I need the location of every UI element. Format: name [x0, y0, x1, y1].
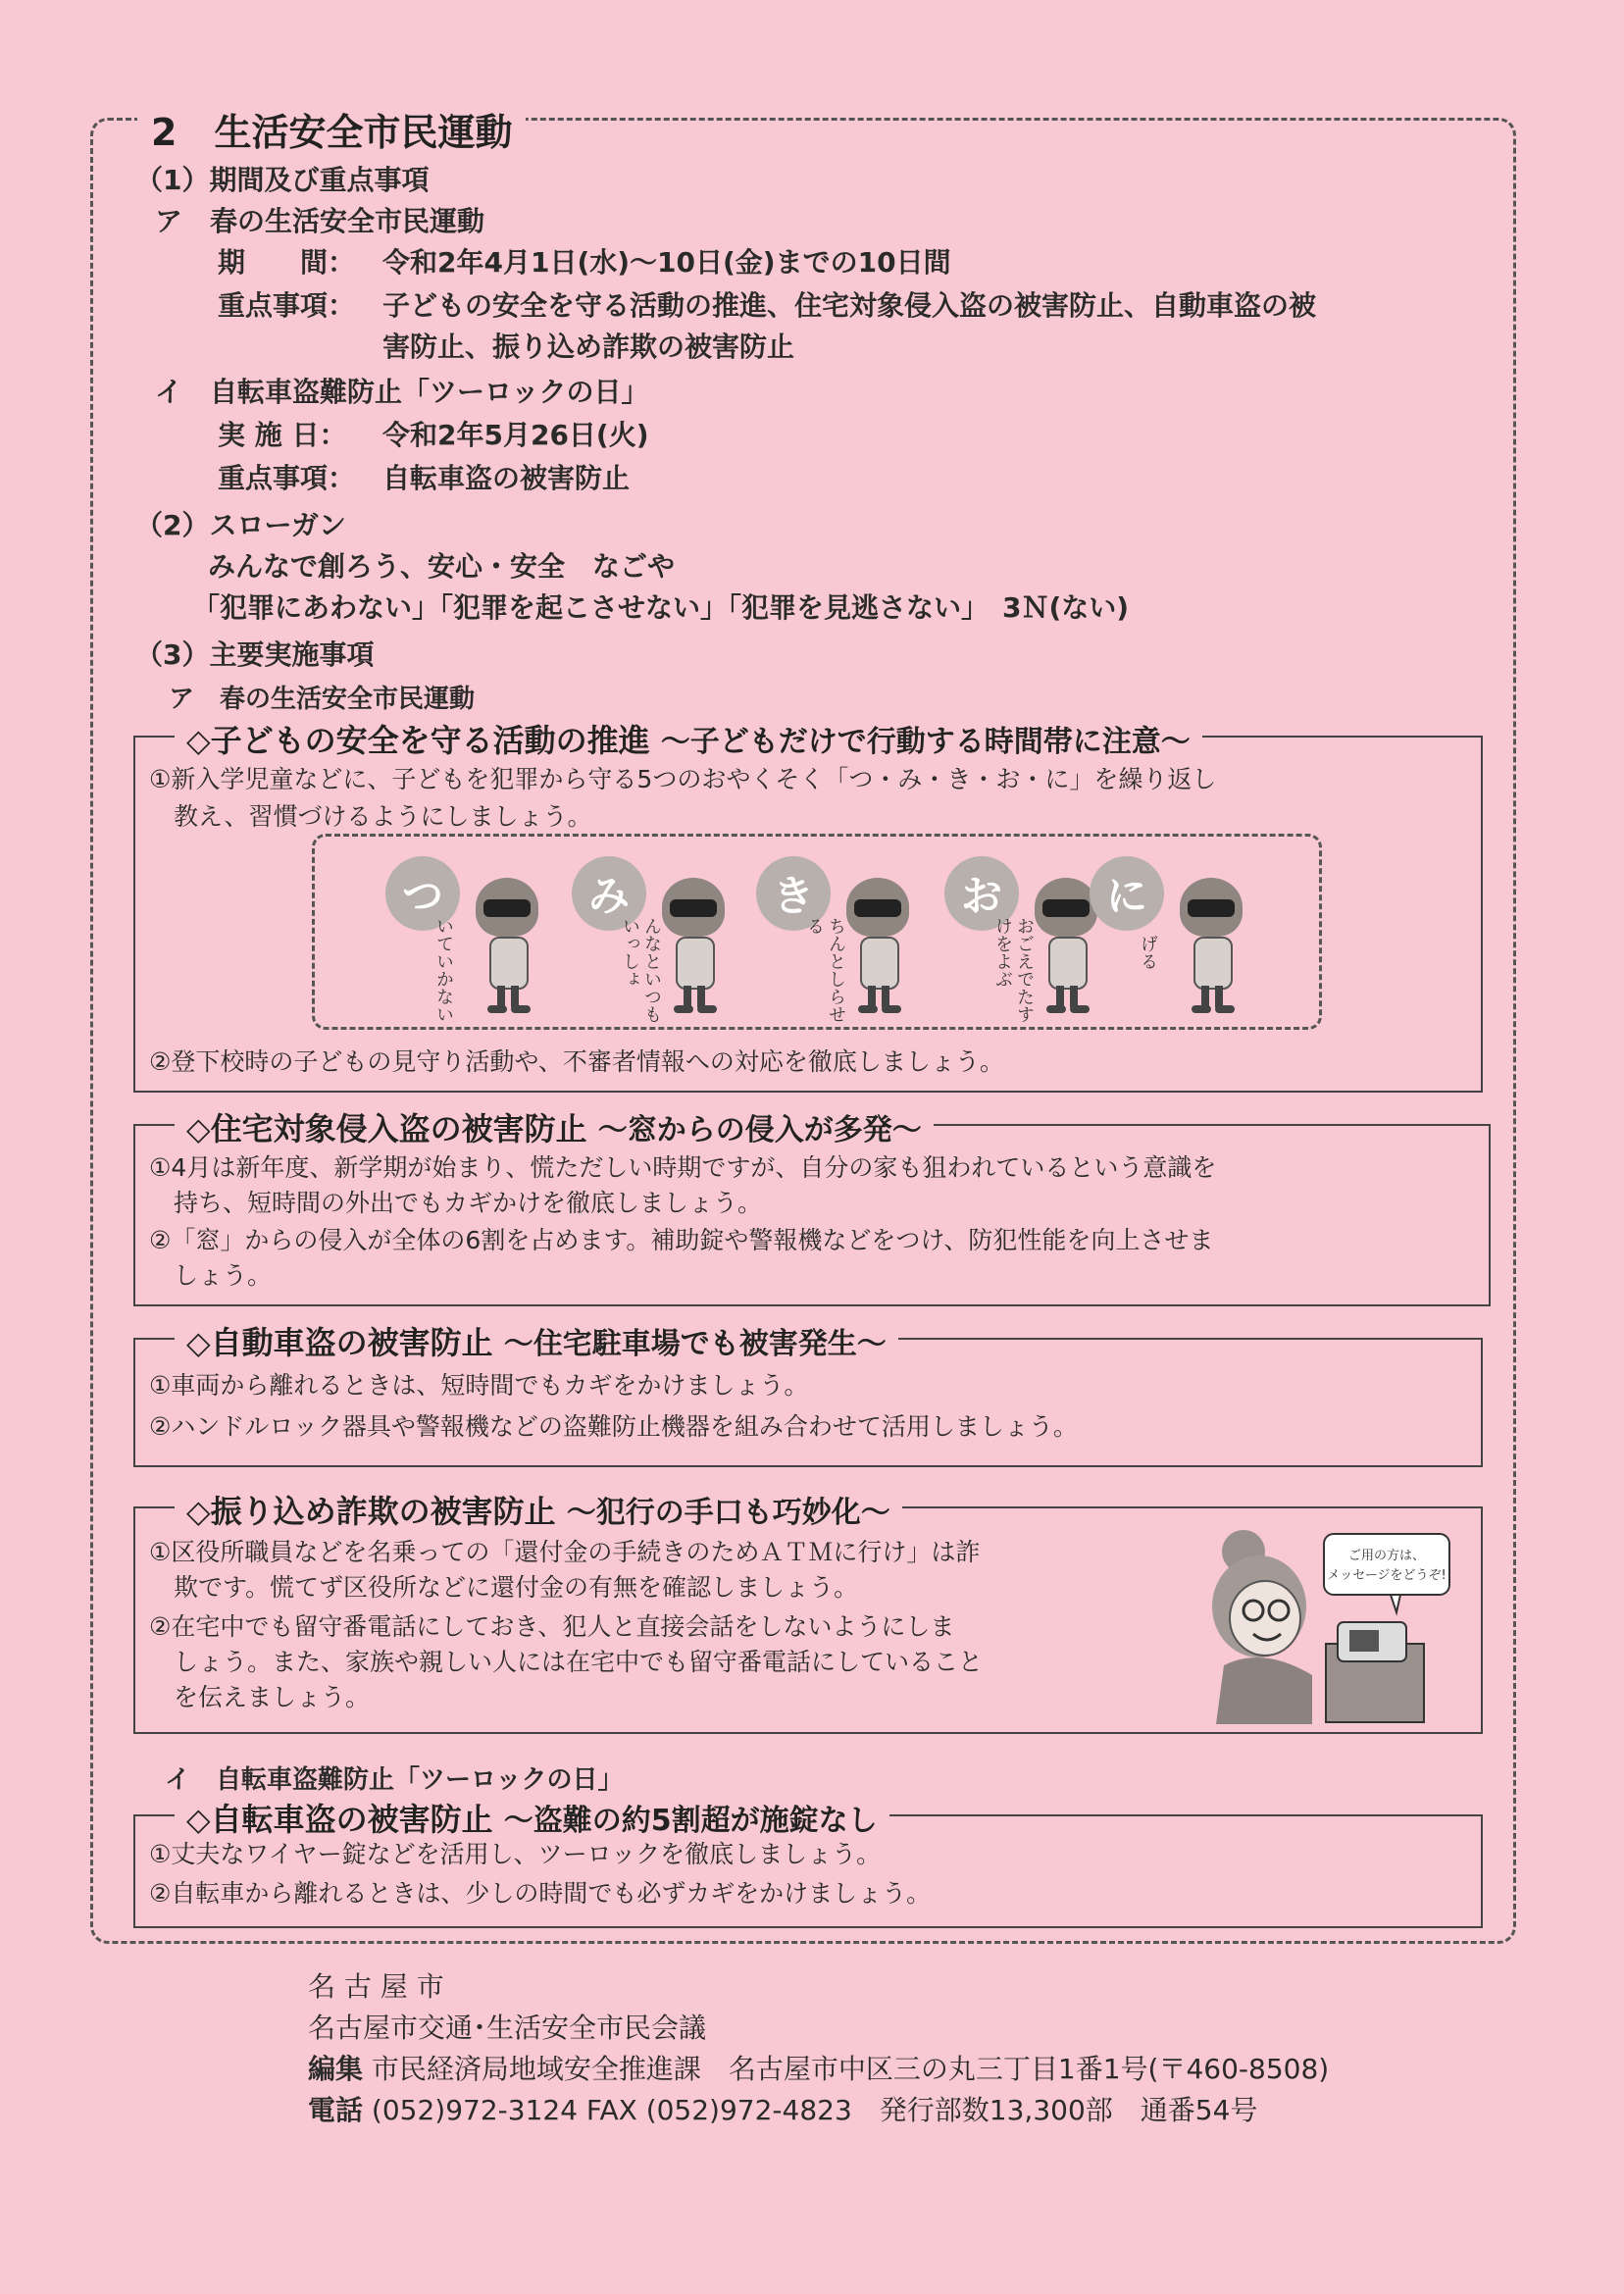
box2-item1b: 持ち、短時間の外出でもカギかけを徹底しましょう。 — [149, 1189, 763, 1217]
box-title-main: ◇自動車盗の被害防止 — [186, 1324, 493, 1361]
s1-b-focus: 自転車盗の被害防止 — [382, 462, 631, 494]
box-title-main: ◇振り込め詐欺の被害防止 — [186, 1493, 556, 1530]
box-title-sub: ～犯行の手口も巧妙化～ — [566, 1496, 890, 1530]
bubble-line2: メッセージをどうぞ! — [1327, 1568, 1446, 1583]
tip-ni: げる — [1138, 935, 1158, 970]
box-fraud — [133, 1493, 1483, 1734]
s1-a-focus-label: 重点事項： — [218, 289, 356, 322]
s2-heading: （2）スローガン — [135, 509, 346, 541]
box-car-theft — [133, 1324, 1483, 1467]
character-ki — [756, 856, 933, 1023]
tip-mi: んなといつもいっしょ — [620, 917, 662, 1023]
tip-ki: ちんとしらせる — [804, 917, 846, 1023]
footer-tel-text: (052)972-3124 FAX (052)972-4823 発行部数13,300部 通番54号 — [371, 2094, 1258, 2126]
box1-item2: ②登下校時の子どもの見守り活動や、不審者情報への対応を徹底しましょう。 — [149, 1047, 1004, 1076]
footer-edit-text: 市民経済局地域安全推進課 名古屋市中区三の丸三丁目1番1号(〒460-8508) — [371, 2053, 1330, 2085]
box5-item1: ①丈夫なワイヤー錠などを活用し、ツーロックを徹底しましょう。 — [149, 1840, 882, 1868]
character-tsu — [385, 856, 562, 1023]
box-title-main: ◇子どもの安全を守る活動の推進 — [186, 722, 650, 759]
balloon-ni: に — [1090, 856, 1164, 931]
character-ni — [1090, 856, 1266, 1023]
box4-item2b: しょう。また、家族や親しい人には在宅中でも留守番電話にしていること — [149, 1648, 984, 1676]
s1-a-title: ア 春の生活安全市民運動 — [155, 205, 485, 237]
footer-city: 名 古 屋 市 — [308, 1970, 444, 2003]
s3-a-title: ア 春の生活安全市民運動 — [169, 685, 476, 714]
balloon-ki: き — [756, 856, 831, 931]
s1-a-focus-1: 子どもの安全を守る活動の推進、住宅対象侵入盗の被害防止、自動車盗の被 — [382, 289, 1317, 322]
box3-item1: ①車両から離れるときは、短時間でもカギをかけましょう。 — [149, 1371, 809, 1400]
tip-tsu: いていかない — [433, 917, 454, 1023]
box4-item2a: ②在宅中でも留守番電話にしておき、犯人と直接会話をしないようにしま — [149, 1612, 955, 1641]
box4-item1a: ①区役所職員などを名乗っての「還付金の手続きのためＡＴＭに行け」は詐 — [149, 1538, 981, 1566]
bubble-line1: ご用の方は、 — [1347, 1549, 1426, 1563]
balloon-mi: み — [572, 856, 646, 931]
tsumikioni-illustration — [312, 834, 1322, 1030]
box-title-main: ◇住宅対象侵入盗の被害防止 — [186, 1110, 587, 1147]
footer-council: 名古屋市交通･生活安全市民会議 — [308, 2012, 707, 2044]
slogan-line2: 「犯罪にあわない」「犯罪を起こさせない」「犯罪を見逃さない」 3Ｎ(ない) — [192, 591, 1130, 624]
box-title-sub: ～盗難の約5割超が施錠なし — [503, 1804, 878, 1838]
s3-heading: （3）主要実施事項 — [135, 638, 375, 671]
footer-tel — [308, 2089, 1257, 2128]
box-car-theft-title — [175, 1318, 898, 1363]
tip-o: おごえでたすけをよぶ — [992, 917, 1035, 1023]
box-fraud-title — [175, 1487, 902, 1532]
section-title: 2 生活安全市民運動 — [137, 102, 526, 156]
answering-machine-illustration — [1204, 1528, 1459, 1724]
box5-item2: ②自転車から離れるときは、少しの時間でも必ずカギをかけましょう。 — [149, 1879, 932, 1908]
s1-b-focus-label: 重点事項： — [218, 462, 356, 494]
character-mi — [572, 856, 748, 1023]
s1-heading: （1）期間及び重点事項 — [135, 164, 430, 196]
s1-b-date: 令和2年5月26日(火) — [382, 419, 649, 451]
box-bicycle-theft-title — [175, 1795, 889, 1840]
balloon-o: お — [944, 856, 1019, 931]
box-bicycle-theft — [133, 1801, 1483, 1928]
footer-edit-label: 編集 — [308, 2053, 364, 2085]
s3-b-title: イ 自転車盗難防止「ツーロックの日」 — [165, 1765, 624, 1795]
box4-item2c: を伝えましょう。 — [149, 1683, 371, 1711]
box2-item1a: ①4月は新年度、新学期が始まり、慌ただしい時期ですが、自分の家も狙われているという意識を — [149, 1153, 1217, 1182]
box-child-safety-title — [175, 716, 1202, 761]
box-title-main: ◇自転車盗の被害防止 — [186, 1801, 493, 1838]
slogan-line1: みんなで創ろう、安心・安全 なごや — [208, 550, 676, 583]
box3-item2: ②ハンドルロック器具や警報機などの盗難防止機器を組み合わせて活用しましょう。 — [149, 1412, 1078, 1441]
box2-item2b: しょう。 — [149, 1261, 273, 1290]
speech-bubble-icon — [1324, 1534, 1449, 1595]
s1-a-period-label: 期 間： — [218, 246, 356, 279]
footer-edit — [308, 2048, 1329, 2087]
box-burglary-title — [175, 1104, 934, 1149]
s1-a-period: 令和2年4月1日(水)～10日(金)までの10日間 — [382, 246, 951, 279]
box4-item1b: 欺です。慌てず区役所などに還付金の有無を確認しましょう。 — [149, 1573, 859, 1602]
balloon-tsu: つ — [385, 856, 460, 931]
box1-item1b: 教え、習慣づけるようにしましょう。 — [149, 802, 592, 831]
box-title-sub: ～子どもだけで行動する時間帯に注意～ — [660, 725, 1191, 759]
box-burglary — [133, 1110, 1491, 1306]
s1-b-date-label: 実 施 日： — [218, 419, 347, 451]
box-title-sub: ～窓からの侵入が多発～ — [597, 1113, 922, 1147]
box2-item2a: ②「窓」からの侵入が全体の6割を占めます。補助錠や警報機などをつけ、防犯性能を向上させま — [149, 1226, 1214, 1254]
box-title-sub: ～住宅駐車場でも被害発生～ — [503, 1327, 887, 1361]
s1-a-focus-2: 害防止、振り込め詐欺の被害防止 — [382, 331, 795, 363]
box1-item1a: ①新入学児童などに、子どもを犯罪から守る5つのおやくそく「つ・み・き・お・に」を繰り返し — [149, 765, 1217, 793]
footer-tel-label: 電話 — [308, 2094, 364, 2126]
s1-b-title: イ 自転車盗難防止「ツーロックの日」 — [155, 376, 649, 408]
